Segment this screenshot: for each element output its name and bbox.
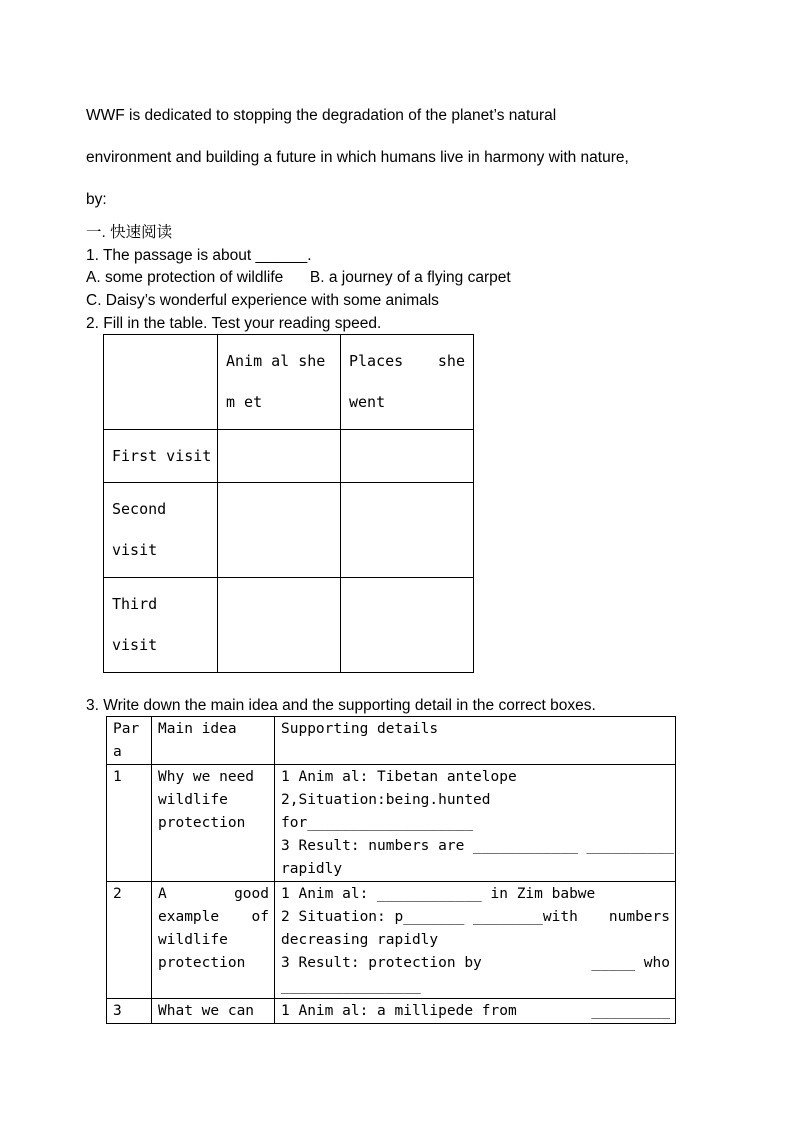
option-c: C. Daisy’s wonderful experience with some animals [86,292,439,309]
header-para: Par a [107,717,152,765]
answer-cell[interactable] [341,578,474,673]
option-b: B. a journey of a flying carpet [309,269,511,286]
question-3: 3. Write down the main idea and the supporting detail in the correct boxes. [86,697,596,714]
header-places-line-1: Places [349,352,404,370]
question-2: 2. Fill in the table. Test your reading speed. [86,315,382,332]
para-number: 2 [107,882,152,999]
details-cell[interactable]: 1 Anim al: Tibetan antelope 2,Situation:being.hunted for___________________ 3 Result: numbers are ____________ __________ rapidly [275,765,676,882]
main-idea-cell: What we can [152,999,275,1024]
table-cell-empty [104,335,218,430]
table-row [104,430,474,483]
details-cell[interactable]: 1 Anim al: a millipede from _________ [275,999,676,1024]
para-number: 3 [107,999,152,1024]
header-supporting-details: Supporting details [275,717,676,765]
para-number: 1 [107,765,152,882]
table-row [104,335,474,430]
table-row [107,765,676,882]
header-animal-line-1: Anim al she [226,352,326,370]
section-heading: 一. 快速阅读 [86,224,173,241]
table-row [104,578,474,673]
answer-cell[interactable] [218,430,341,483]
main-idea-cell: Why we need wildlife protection [152,765,275,882]
answer-cell[interactable] [218,578,341,673]
question-1: 1. The passage is about ______. [86,247,312,264]
table-row [107,882,676,999]
table-row [104,483,474,578]
intro-line-1: WWF is dedicated to stopping the degradation of the planet’s natural [86,107,557,124]
reading-speed-table [103,334,474,673]
intro-line-2: environment and building a future in which humans live in harmony with nature, [86,149,629,166]
table-row [107,717,676,765]
row-label-second-visit: Second visit [104,483,218,578]
row-label-first-visit: First visit [104,430,218,483]
option-a: A. some protection of wildlife [86,269,284,286]
main-idea-table [106,716,676,1024]
table-row [107,999,676,1024]
answer-cell[interactable] [341,483,474,578]
header-animal-line-2: m et [226,393,263,411]
header-places-line-1b: she [437,352,465,370]
row-label-third-visit: Third visit [104,578,218,673]
header-animal [218,335,341,430]
header-places-line-2: went [349,393,386,411]
answer-cell[interactable] [341,430,474,483]
answer-cell[interactable] [218,483,341,578]
main-idea-cell: A good example of wildlife protection [152,882,275,999]
details-cell[interactable]: 1 Anim al: ____________ in Zim babwe 2 Situation: p_______ ________with numbers decreasing rapidly 3 Result: protection by _____ who ________________ [275,882,676,999]
header-places [341,335,474,430]
question-1-options-ab [86,269,511,287]
header-main-idea: Main idea [152,717,275,765]
intro-line-3: by: [86,191,107,208]
